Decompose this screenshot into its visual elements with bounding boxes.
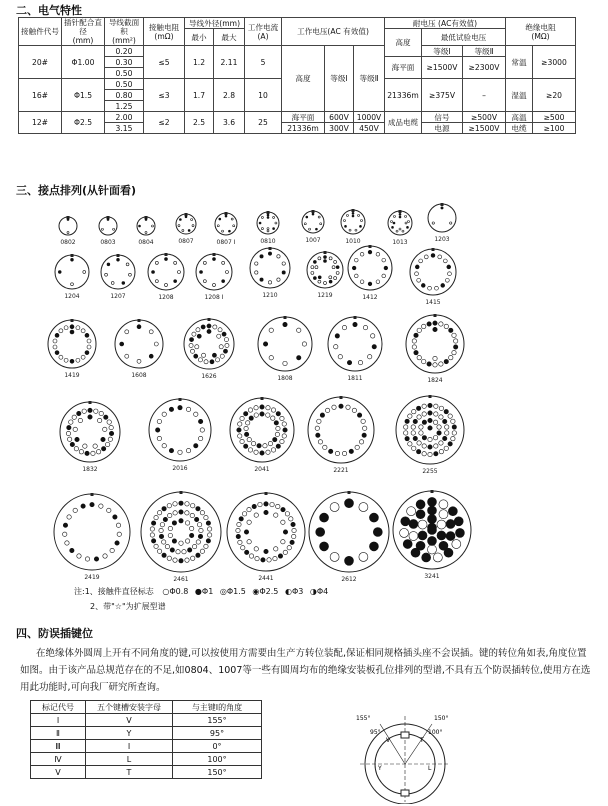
layout-label: 1207 bbox=[110, 293, 126, 300]
layout-label: 2016 bbox=[172, 465, 188, 472]
h-cur: 工作电流 (A) bbox=[245, 18, 282, 46]
layout-label: 2441 bbox=[258, 575, 274, 582]
layout-1419 bbox=[44, 316, 100, 372]
layout-0810 bbox=[253, 208, 283, 238]
table-row: Ⅱ Y 95° bbox=[31, 727, 262, 740]
layout-label: 1419 bbox=[64, 372, 80, 379]
key-y: Y bbox=[378, 765, 382, 772]
h-volt: 工作电压(AC 有效值) bbox=[282, 18, 385, 46]
key-t: T bbox=[420, 737, 424, 744]
layout-label: 1210 bbox=[262, 292, 278, 299]
spec-table: 接触件代号 插针配合直径 (mm) 导线截面积 (mm²) 接触电阻 (mΩ) 导线外径(mm) 工作电流 (A) 工作电压(AC 有效值) 耐电压 (AC有效值) 绝缘电阻 (MΩ) 最小 最大 高度 最低试验电压 20# Φ1.00 0.20 ≤5 1.2 2.11 5 高度 等级Ⅰ 等级Ⅱ 等级Ⅰ 等级Ⅱ 常温 ≥3000 0.30 海平面 ≥1500V ≥2300V 0.50 16# Φ1.5 0.50 ≤3 1.7 2.8 10 21336m ≥375V – 湿温 ≥20 0.80 1.25 12# Φ2.5 2.00 ≤2 2.5 3.6 25 海平面 600V 1000V 成品电缆 信号 ≥500V 高温 ≥500 3.15 21336m 300V 450V 电源 ≥1500V 电缆 ≥100 bbox=[18, 17, 576, 134]
h-pin: 插针配合直径 (mm) bbox=[62, 18, 105, 46]
layout-0803 bbox=[95, 213, 121, 239]
table-row: Ⅰ V 155° bbox=[31, 714, 262, 727]
layout-label: 1412 bbox=[362, 294, 378, 301]
layout-label: 1219 bbox=[317, 292, 333, 299]
table-row: V T 150° bbox=[31, 766, 262, 779]
layout-label: 2461 bbox=[173, 576, 189, 583]
layout-label: 1808 bbox=[277, 375, 293, 382]
h-contact: 接触件代号 bbox=[19, 18, 62, 46]
layout-label: 0802 bbox=[60, 239, 76, 246]
layout-label: 0810 bbox=[260, 238, 276, 245]
layout-2041 bbox=[226, 394, 298, 466]
layout-0802 bbox=[55, 213, 81, 239]
layout-1210 bbox=[246, 244, 294, 292]
key-v: V bbox=[386, 737, 391, 744]
layout-1208 bbox=[144, 250, 188, 294]
layout-0807 bbox=[172, 210, 200, 238]
layout-2255 bbox=[392, 392, 468, 468]
layout-2461 bbox=[137, 488, 225, 576]
layout-1808 bbox=[254, 313, 316, 375]
key-table: 标记代号 五个键槽安装字母 与主键Ⅰ的角度 Ⅰ V 155° Ⅱ Y 95° Ⅲ Ⅰ 0° Ⅳ L 100° V T 150° bbox=[30, 700, 262, 779]
angle-150: 150° bbox=[434, 715, 449, 722]
layout-label: 1010 bbox=[345, 238, 361, 245]
layout-label: 1208 Ⅰ bbox=[204, 294, 224, 301]
layout-1007 bbox=[298, 207, 328, 237]
layout-label: 1007 bbox=[305, 237, 321, 244]
key-l: L bbox=[428, 765, 432, 772]
layout-label: 0803 bbox=[100, 239, 116, 246]
layout-label: 2419 bbox=[84, 574, 100, 581]
section2-title: 二、电气特性 bbox=[16, 4, 82, 17]
layout-1013 bbox=[384, 207, 416, 239]
layout-label: 0807 Ⅰ bbox=[216, 239, 236, 246]
layout-label: 0804 bbox=[138, 239, 154, 246]
layout-2612 bbox=[305, 488, 393, 576]
key-angle-diagram bbox=[350, 706, 470, 804]
angle-155: 155° bbox=[356, 715, 371, 722]
h-res: 接触电阻 (mΩ) bbox=[144, 18, 185, 46]
layout-1207 bbox=[97, 251, 139, 293]
table-row: Ⅳ L 100° bbox=[31, 753, 262, 766]
layout-1626 bbox=[180, 315, 238, 373]
layout-1219 bbox=[303, 248, 347, 292]
layout-label: 1013 bbox=[392, 239, 408, 246]
layout-label: 2612 bbox=[341, 576, 357, 583]
layout-1824 bbox=[402, 311, 468, 377]
angle-100: 100° bbox=[428, 729, 443, 736]
layout-1608 bbox=[111, 316, 167, 372]
layout-label: 2255 bbox=[422, 468, 438, 475]
h-ins: 绝缘电阻 (MΩ) bbox=[506, 18, 576, 46]
layout-label: 3241 bbox=[424, 573, 440, 580]
layout-label: 2041 bbox=[254, 466, 270, 473]
layout-label: 1204 bbox=[64, 293, 80, 300]
layout-label: 1415 bbox=[425, 299, 441, 306]
layout-1010 bbox=[337, 206, 369, 238]
layout-label: 1608 bbox=[131, 372, 147, 379]
layout-1208Ⅰ bbox=[192, 250, 236, 294]
layout-1832 bbox=[56, 398, 124, 466]
h-wv: 耐电压 (AC有效值) bbox=[385, 18, 506, 29]
layout-2221 bbox=[304, 393, 378, 467]
layout-2419 bbox=[50, 490, 134, 574]
layout-1811 bbox=[324, 313, 386, 375]
layout-label: 1824 bbox=[427, 377, 443, 384]
h-od: 导线外径(mm) bbox=[185, 18, 245, 29]
layout-label: 2221 bbox=[333, 467, 349, 474]
layout-3241 bbox=[389, 487, 475, 573]
layout-1204 bbox=[51, 251, 93, 293]
layout-1412 bbox=[344, 242, 396, 294]
layout-0804 bbox=[133, 213, 159, 239]
layout-1415 bbox=[406, 245, 460, 299]
h-wire: 导线截面积 (mm²) bbox=[105, 18, 144, 46]
layout-label: 0807 bbox=[178, 238, 194, 245]
note-1: 注:1、接触件直径标志 ○Φ0.8 ●Φ1 ◎Φ1.5 ◉Φ2.5 ◐Φ3 ◑Φ4 bbox=[74, 587, 329, 596]
layout-label: 1811 bbox=[347, 375, 363, 382]
section4-paragraph: 在绝缘体外圆周上开有不同角度的键,可以按使用方需要由生产方转位装配,保证相同规格插头座不会误插。键的转位角如表,角度位置如图。由于该产品总规范存在的不足,如0804、1007等一些有圆周均布的绝缘安装板孔位排列的型谱,不具有五个防误插转位,使用方在选用此功能时,可向我厂研究所查询。 bbox=[20, 648, 591, 693]
angle-95: 95° bbox=[370, 729, 381, 736]
section3-title: 三、接点排列(从针面看) bbox=[16, 184, 137, 197]
layout-0807Ⅰ bbox=[211, 209, 241, 239]
layout-label: 1203 bbox=[434, 236, 450, 243]
layout-label: 1208 bbox=[158, 294, 174, 301]
layout-label: 1626 bbox=[201, 373, 217, 380]
layout-1203 bbox=[424, 200, 460, 236]
section4-title: 四、防误插键位 bbox=[16, 627, 93, 640]
layout-label: 1832 bbox=[82, 466, 98, 473]
table-row: Ⅲ Ⅰ 0° bbox=[31, 740, 262, 753]
note-2: 2、带"☆"为扩展型谱 bbox=[90, 602, 166, 611]
layout-2441 bbox=[223, 489, 309, 575]
layout-2016 bbox=[145, 395, 215, 465]
